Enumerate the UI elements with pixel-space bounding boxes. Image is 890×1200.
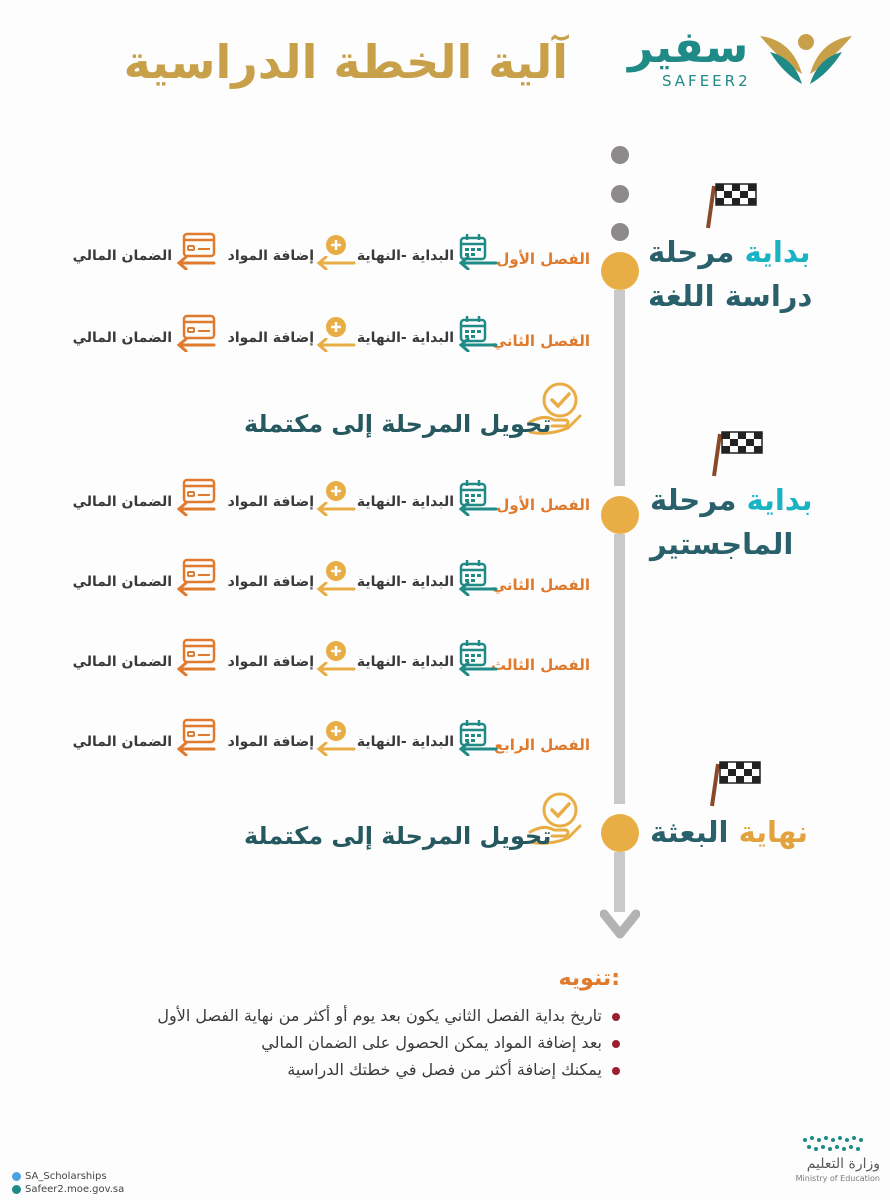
note-text: بعد إضافة المواد يمكن الحصول على الضمان المالي [261, 1033, 602, 1052]
arrow-left-icon [316, 662, 356, 676]
dates-label: البداية -النهاية [356, 330, 454, 346]
arrow-left-icon [458, 338, 498, 352]
semester-row [70, 638, 590, 684]
note-item [20, 1056, 620, 1083]
plus-icon [325, 640, 347, 662]
bullet [612, 1013, 620, 1021]
credit-card-icon [182, 638, 216, 664]
arrow-left-icon [176, 582, 216, 596]
note-item [20, 1002, 620, 1029]
add-courses-label: إضافة المواد [227, 494, 314, 510]
add-courses-label: إضافة المواد [227, 654, 314, 670]
convert-stage-complete: تحويل المرحلة إلى مكتملة [244, 822, 552, 850]
semester-row [70, 718, 590, 764]
stage-language-start [648, 230, 812, 318]
semester-label: الفصل الثاني [491, 576, 590, 594]
arrow-down-icon [600, 900, 640, 952]
arrow-left-icon [316, 256, 356, 270]
note-item [20, 1029, 620, 1056]
logo-text-en: SAFEER2 [662, 72, 751, 90]
notes-title: تنويه: [558, 966, 620, 991]
credit-card-icon [182, 558, 216, 584]
arrow-left-icon [458, 502, 498, 516]
stage-word: البعثة [650, 815, 729, 849]
arrow-left-icon [316, 742, 356, 756]
dates-label: البداية -النهاية [356, 494, 454, 510]
dates-label: البداية -النهاية [356, 734, 454, 750]
credit-card-icon [182, 232, 216, 258]
stage-word: بداية [746, 483, 813, 517]
semester-label: الفصل الثاني [491, 332, 590, 350]
plus-icon [325, 720, 347, 742]
arrow-left-icon [458, 742, 498, 756]
checkered-flag-icon [710, 756, 762, 808]
arrow-left-icon [176, 338, 216, 352]
semester-row [70, 232, 590, 278]
twitter-icon [12, 1172, 21, 1181]
arrow-left-icon [458, 582, 498, 596]
logo-text-ar: سفير [628, 22, 749, 73]
add-courses-label: إضافة المواد [227, 330, 314, 346]
add-courses-label: إضافة المواد [227, 574, 314, 590]
safeer-logo [628, 22, 860, 92]
website-text: Safeer2.moe.gov.sa [25, 1184, 125, 1195]
twitter-text: SA_Scholarships [25, 1171, 107, 1182]
timeline-node [601, 252, 639, 290]
stage-word: مرحلة [650, 483, 737, 517]
semester-label: الفصل الأول [496, 250, 590, 268]
semester-label: الفصل الثالث [490, 656, 590, 674]
stage-scholarship-end [650, 810, 808, 854]
page-title: آلية الخطة الدراسية [123, 35, 568, 89]
financial-guarantee-label: الضمان المالي [72, 248, 172, 264]
twitter-handle[interactable] [12, 1170, 124, 1183]
financial-guarantee-label: الضمان المالي [72, 330, 172, 346]
arrow-left-icon [458, 256, 498, 270]
arrow-left-icon [176, 742, 216, 756]
ministry-name-en: Ministry of Education [795, 1174, 880, 1183]
stage-subtitle: دراسة اللغة [648, 279, 813, 313]
plus-icon [325, 234, 347, 256]
financial-guarantee-label: الضمان المالي [72, 734, 172, 750]
arrow-left-icon [316, 582, 356, 596]
convert-stage-complete: تحويل المرحلة إلى مكتملة [244, 410, 552, 438]
ministry-emblem-icon [800, 1132, 870, 1154]
checkered-flag-icon [706, 178, 758, 230]
website-link[interactable] [12, 1183, 124, 1196]
credit-card-icon [182, 718, 216, 744]
semester-label: الفصل الرابع [493, 736, 590, 754]
arrow-left-icon [316, 338, 356, 352]
semester-row [70, 558, 590, 604]
timeline-line [614, 534, 625, 804]
arrow-left-icon [176, 502, 216, 516]
plus-icon [325, 316, 347, 338]
timeline-node [601, 814, 639, 852]
financial-guarantee-label: الضمان المالي [72, 574, 172, 590]
globe-icon [12, 1185, 21, 1194]
add-courses-label: إضافة المواد [227, 734, 314, 750]
ministry-name-ar: وزارة التعليم [806, 1156, 880, 1172]
plus-icon [325, 560, 347, 582]
ministry-logo [760, 1132, 880, 1192]
timeline-dot [611, 223, 629, 241]
note-text: يمكنك إضافة أكثر من فصل في خطتك الدراسية [287, 1060, 602, 1079]
dates-label: البداية -النهاية [356, 574, 454, 590]
plus-icon [325, 480, 347, 502]
safeer-emblem-icon [752, 22, 860, 92]
timeline-dot [611, 146, 629, 164]
bullet [612, 1040, 620, 1048]
dates-label: البداية -النهاية [356, 248, 454, 264]
arrow-left-icon [316, 502, 356, 516]
checkered-flag-icon [712, 426, 764, 478]
credit-card-icon [182, 478, 216, 504]
stage-masters-start [650, 478, 813, 566]
stage-word: نهاية [738, 815, 808, 849]
add-courses-label: إضافة المواد [227, 248, 314, 264]
semester-row [70, 478, 590, 524]
arrow-left-icon [176, 256, 216, 270]
footer-social [12, 1170, 124, 1196]
arrow-left-icon [458, 662, 498, 676]
dates-label: البداية -النهاية [356, 654, 454, 670]
stage-word: مرحلة [648, 235, 735, 269]
credit-card-icon [182, 314, 216, 340]
financial-guarantee-label: الضمان المالي [72, 494, 172, 510]
arrow-left-icon [176, 662, 216, 676]
bullet [612, 1067, 620, 1075]
stage-subtitle: الماجستير [650, 527, 794, 561]
semester-label: الفصل الأول [496, 496, 590, 514]
stage-word: بداية [744, 235, 811, 269]
timeline-dot [611, 185, 629, 203]
semester-row [70, 314, 590, 360]
notes-list [20, 1002, 620, 1083]
note-text: تاريخ بداية الفصل الثاني يكون بعد يوم أو أكثر من نهاية الفصل الأول [157, 1006, 602, 1025]
timeline-node [601, 496, 639, 534]
timeline-line [614, 290, 625, 486]
financial-guarantee-label: الضمان المالي [72, 654, 172, 670]
